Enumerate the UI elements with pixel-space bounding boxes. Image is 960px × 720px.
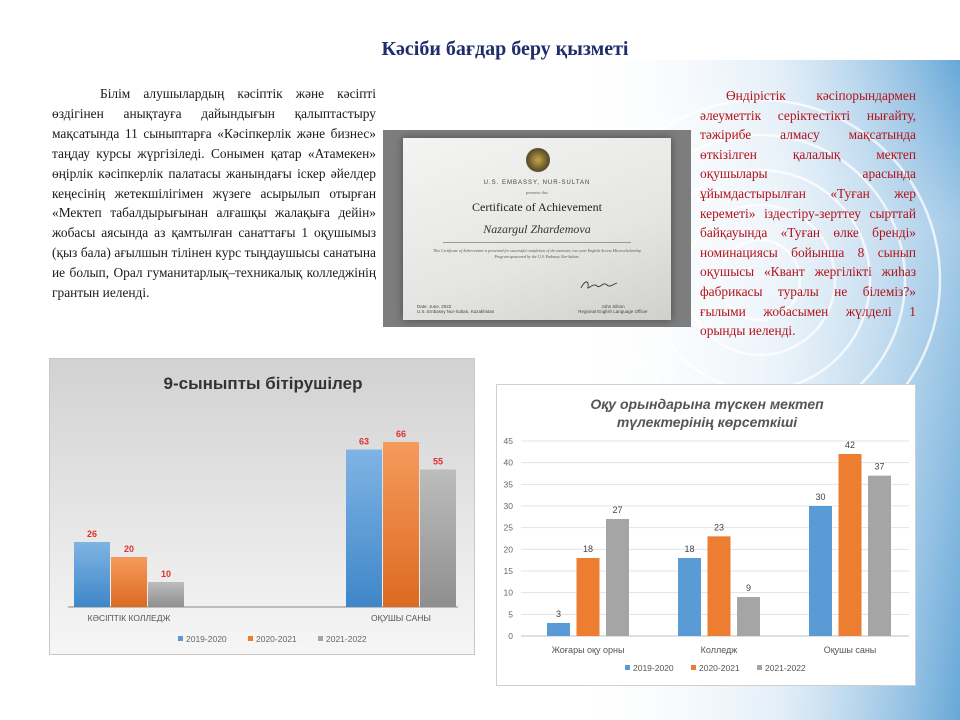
chart1-legend-swatch (178, 636, 183, 641)
certificate-divider (443, 242, 631, 243)
chart1-data-label: 20 (123, 544, 135, 554)
chart2-data-label: 3 (555, 609, 562, 619)
certificate-date: Date: June, 2022 (417, 304, 452, 309)
chart2-y-tick: 30 (503, 501, 513, 511)
graduates-9-chart (49, 358, 475, 655)
chart2-bar (737, 597, 760, 636)
certificate-recipient: Nazargul Zhardemova (483, 222, 591, 236)
chart2-y-tick: 5 (508, 609, 513, 620)
chart2-y-tick: 20 (503, 544, 513, 555)
certificate-place: U.S. Embassy Nur-Sultan, Kazakhstan (417, 309, 495, 314)
admissions-chart (496, 384, 916, 686)
certificate-signer-title: Regional English Language Officer (578, 309, 648, 314)
chart1-category-label: ОҚУШЫ САНЫ (371, 613, 431, 623)
chart2-bar (547, 623, 570, 636)
certificate-signer-name: John Silson (601, 304, 625, 309)
chart2-category-label: Колледж (700, 645, 738, 655)
chart2-bar (606, 519, 629, 636)
certificate-signer-block (563, 304, 663, 314)
chart1-bar (74, 542, 110, 607)
chart2-y-tick: 0 (508, 631, 513, 641)
chart2-data-label: 9 (745, 583, 752, 593)
certificate-presents: presents this (525, 190, 549, 195)
chart1-legend-label: 2020-2021 (256, 634, 297, 644)
chart2-y-tick: 45 (503, 436, 513, 446)
chart1-data-label: 66 (395, 429, 407, 439)
chart2-legend-label: 2020-2021 (699, 663, 740, 673)
chart2-data-label: 30 (815, 492, 826, 502)
chart2-legend-swatch (691, 665, 696, 670)
chart2-y-tick: 35 (503, 479, 513, 490)
signature-icon (579, 278, 619, 292)
certificate-photo (383, 130, 691, 327)
embassy-seal-icon (526, 148, 550, 172)
certificate-paper (403, 138, 671, 320)
chart1-bar (148, 582, 184, 607)
graduates-9-chart-svg (50, 359, 476, 656)
admissions-chart-svg (497, 385, 917, 687)
chart2-bar (678, 558, 701, 636)
chart1-data-label: 10 (160, 569, 172, 579)
chart1-legend-label: 2021-2022 (326, 634, 367, 644)
chart2-data-label: 23 (713, 522, 725, 533)
chart2-data-label: 37 (874, 461, 885, 472)
slide-title: Кәсіби бағдар беру қызметі (381, 38, 629, 60)
certificate-title: Certificate of Achievement (472, 200, 602, 214)
chart2-bar (809, 506, 832, 636)
chart1-data-label: 63 (358, 436, 370, 447)
chart1-title: 9-сыныпты бітірушілер (163, 374, 363, 393)
chart1-bar (346, 450, 382, 608)
chart2-bar (708, 536, 731, 636)
chart2-title-line1: Оқу орындарына түскен мектеп (590, 396, 824, 412)
chart2-y-tick: 40 (503, 457, 513, 468)
chart2-bar (577, 558, 600, 636)
chart2-data-label: 18 (684, 544, 695, 554)
chart2-y-tick: 10 (503, 587, 513, 598)
chart2-category-label: Жоғары оқу орны (551, 645, 625, 655)
chart2-title-line2: түлектерінің көрсеткіші (616, 414, 798, 430)
chart1-legend-label: 2019-2020 (186, 634, 227, 644)
chart1-bar (111, 557, 147, 607)
chart2-data-label: 18 (582, 544, 594, 554)
chart2-y-tick: 15 (503, 566, 513, 576)
chart2-y-tick: 25 (503, 522, 513, 533)
chart2-legend-label: 2021-2022 (765, 663, 806, 673)
certificate-description: This Certificate of Achievement is presented for successful completion of the intensive, two-year English Access Microscholarship Program sponsored by the U.S. Embassy Nur-Sultan. (433, 248, 641, 259)
chart2-legend-label: 2019-2020 (633, 663, 674, 673)
chart2-legend-swatch (625, 665, 630, 670)
chart2-category-label: Оқушы саны (823, 645, 877, 655)
chart2-bar (839, 454, 862, 636)
chart2-data-label: 42 (844, 440, 856, 450)
chart1-data-label: 26 (86, 529, 98, 539)
chart2-legend-swatch (757, 665, 762, 670)
chart1-bar (420, 470, 456, 608)
left-paragraph: Білім алушылардың кәсіптік және кәсіпті өздігінен анықтауға дайындығын қалыптастыру мақсатында 11 сыныптарға «Кәсіпкерлік және бизнес» таңдау курсы жүргізіледі. Сонымен қатар «Атамекен» өңірлік кәсіпкерлік палатасы жанындағы іскер әйелдер кеңесінің жетекшілігімен жүзеге асырылып отырған «Мектеп табалдырығынан алғашқы жалақыға дейін» жобасы аясында аз қамтылған санаттағы 1 оқушымыз (қыз бала) ағылшын тілінен курс тыңдаушысы санатына ие болып, Орал гуманитарлық–техникалық колледжінің грантын иеленді. (52, 86, 376, 301)
chart1-legend-swatch (318, 636, 323, 641)
chart1-data-label: 55 (432, 456, 444, 467)
chart1-bar (383, 442, 419, 607)
right-paragraph: Өндірістік кәсіпорындармен әлеуметтік серіктестікті нығайту, тәжірибе алмасу мақсатында өткізілген қалалық мектеп оқушылары арасында ұйымдастырылған «Туған жер кереметі» іздестіру-зерттеу сырттай байқауында «Туған өлке брендi» номинациясы бойынша 8 сынып оқушысы «Квант жергілікті жиһаз фабрикасы туралы не білеміз?» ғылыми жобасымен жүлделі 1 орынды иеленді. (700, 88, 916, 339)
certificate-embassy: U.S. EMBASSY, NUR-SULTAN (483, 180, 591, 186)
chart2-data-label: 27 (612, 505, 623, 515)
certificate-date-block (417, 304, 494, 314)
chart1-legend-swatch (248, 636, 253, 641)
chart2-bar (868, 476, 891, 636)
chart1-category-label: КӘСІПТІК КОЛЛЕДЖ (87, 613, 171, 623)
